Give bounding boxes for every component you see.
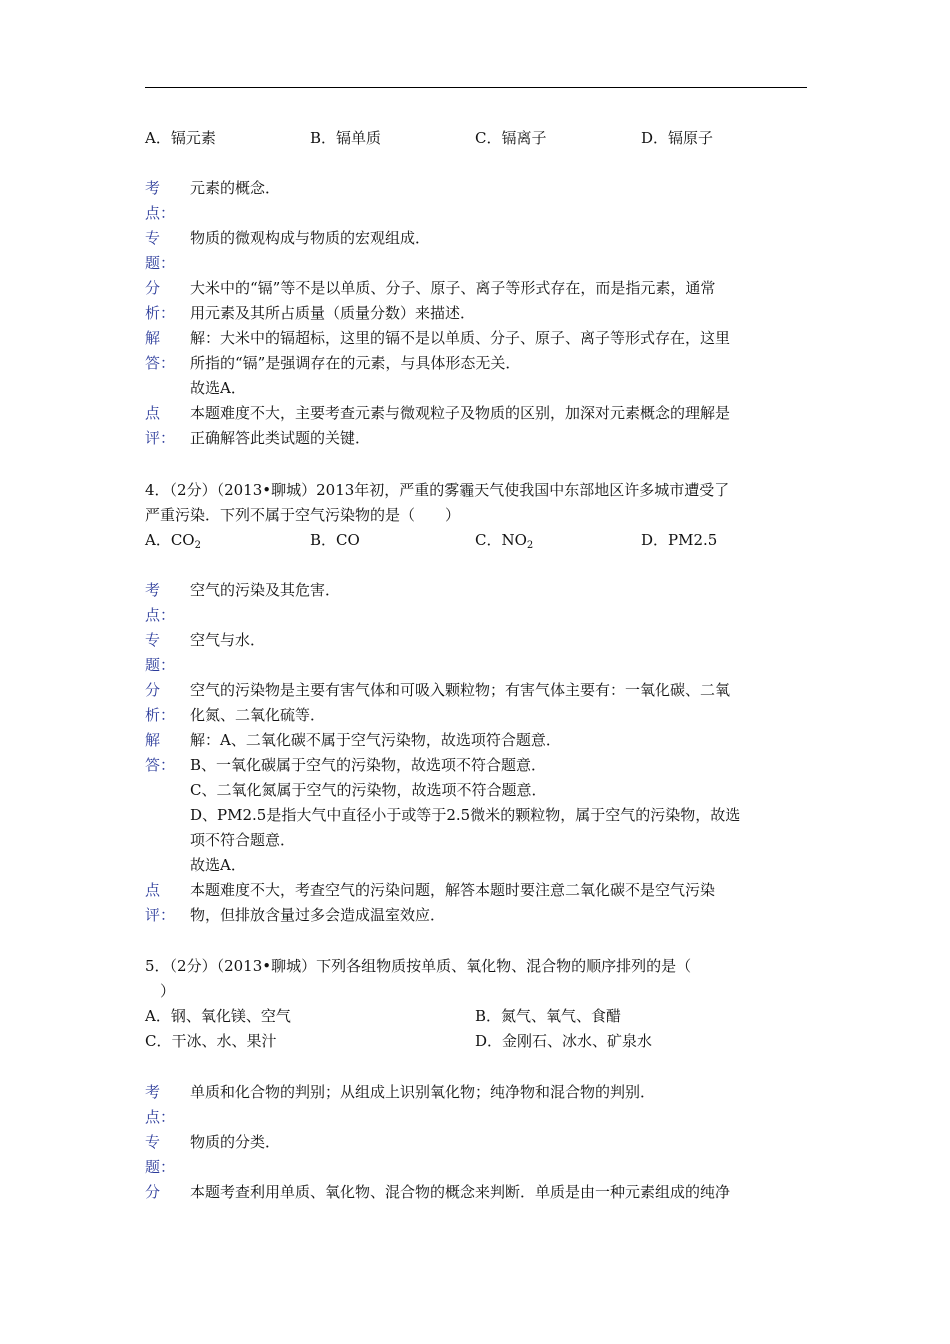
q4-option-d: D．PM2.5: [641, 531, 718, 549]
q5-zhuanti-text: 物质的分类．: [190, 1133, 281, 1151]
q3-option-c: C．镉离子: [475, 129, 547, 147]
q5-kaodian-label-2: 点：: [145, 1108, 176, 1126]
q4-option-c: [475, 528, 533, 553]
q3-kaodian-label-2: 点：: [145, 204, 176, 222]
q3-fenxi-line: 大米中的“镉”等不是以单质、分子、原子、离子等形式存在，而是指元素，通常: [190, 279, 716, 297]
header-rule: [145, 87, 807, 88]
q3-dianping-line: 正确解答此类试题的关键．: [190, 429, 371, 447]
q3-dianping-label-2: 评：: [145, 429, 176, 447]
q3-kaodian-text: 元素的概念．: [190, 179, 281, 197]
q4-dianping-label-1: 点: [145, 881, 161, 899]
q4-option-a-subscript: 2: [194, 540, 201, 551]
q3-zhuanti-label-2: 题：: [145, 254, 176, 272]
q4-jieda-label-1: 解: [145, 731, 161, 749]
q5-option-d: D．金刚石、冰水、矿泉水: [475, 1032, 653, 1050]
q3-jieda-label-1: 解: [145, 329, 161, 347]
q3-fenxi-label-2: 析：: [145, 304, 176, 322]
q4-kaodian-label-2: 点：: [145, 606, 176, 624]
q5-option-a: A．钢、氧化镁、空气: [145, 1007, 291, 1025]
q4-jieda-line: 项不符合题意．: [190, 831, 296, 849]
q4-jieda-label-2: 答：: [145, 756, 176, 774]
q4-option-a-text: A．CO: [145, 531, 195, 549]
q4-fenxi-line: 化氮、二氧化硫等．: [190, 706, 326, 724]
q5-zhuanti-label-1: 专: [145, 1133, 161, 1151]
q4-fenxi-label-1: 分: [145, 681, 161, 699]
q3-fenxi-line: 用元素及其所占质量（质量分数）来描述．: [190, 304, 476, 322]
q5-option-c: C．干冰、水、果汁: [145, 1032, 277, 1050]
q4-jieda-line: C、二氧化氮属于空气的污染物，故选项不符合题意．: [190, 781, 547, 799]
q4-jieda-line: 解：A、二氧化碳不属于空气污染物，故选项符合题意．: [190, 731, 561, 749]
q3-option-a: A．镉元素: [145, 129, 216, 147]
q4-option-b: B．CO: [310, 531, 360, 549]
q3-jieda-line: 解：大米中的镉超标，这里的镉不是以单质、分子、原子、离子等形式存在，这里: [190, 329, 731, 347]
q4-kaodian-label-1: 考: [145, 581, 161, 599]
q4-option-a: [145, 528, 201, 553]
q5-option-b: B．氮气、氧气、食醋: [475, 1007, 622, 1025]
q3-zhuanti-text: 物质的微观构成与物质的宏观组成．: [190, 229, 431, 247]
q4-zhuanti-text: 空气与水．: [190, 631, 266, 649]
q4-jieda-line: D、PM2.5是指大气中直径小于或等于2.5微米的颗粒物，属于空气的污染物，故选: [190, 806, 741, 824]
q4-jieda-line: 故选A．: [190, 856, 246, 874]
q5-kaodian-text: 单质和化合物的判别；从组成上识别氧化物；纯净物和混合物的判别．: [190, 1083, 656, 1101]
q5-fenxi-line: 本题考查利用单质、氧化物、混合物的概念来判断．单质是由一种元素组成的纯净: [190, 1183, 731, 1201]
q4-fenxi-label-2: 析：: [145, 706, 176, 724]
q5-kaodian-label-1: 考: [145, 1083, 161, 1101]
q4-fenxi-line: 空气的污染物是主要有害气体和可吸入颗粒物；有害气体主要有：一氧化碳、二氧: [190, 681, 731, 699]
q4-stem-line: 严重污染．下列不属于空气污染物的是（ ）: [145, 506, 461, 524]
q5-fenxi-label-1: 分: [145, 1183, 161, 1201]
q4-dianping-label-2: 评：: [145, 906, 176, 924]
q3-fenxi-label-1: 分: [145, 279, 161, 297]
q4-jieda-line: B、一氧化碳属于空气的污染物，故选项不符合题意．: [190, 756, 547, 774]
q4-zhuanti-label-1: 专: [145, 631, 161, 649]
q4-option-c-subscript: 2: [526, 540, 534, 551]
q4-kaodian-text: 空气的污染及其危害．: [190, 581, 341, 599]
q3-dianping-label-1: 点: [145, 404, 161, 422]
q3-dianping-line: 本题难度不大，主要考查元素与微观粒子及物质的区别，加深对元素概念的理解是: [190, 404, 731, 422]
q5-zhuanti-label-2: 题：: [145, 1158, 176, 1176]
q3-kaodian-label-1: 考: [145, 179, 161, 197]
q5-stem-line: ）: [145, 982, 176, 1000]
q4-dianping-line: 本题难度不大，考查空气的污染问题，解答本题时要注意二氧化碳不是空气污染: [190, 881, 716, 899]
q3-jieda-line: 故选A．: [190, 379, 246, 397]
q4-stem-line: 4．（2分）（2013•聊城）2013年初，严重的雾霾天气使我国中东部地区许多城市遭受了: [145, 481, 730, 499]
q3-jieda-line: 所指的“镉”是强调存在的元素，与具体形态无关．: [190, 354, 521, 372]
q3-option-d: D．镉原子: [641, 129, 714, 147]
q3-option-b: B．镉单质: [310, 129, 382, 147]
q5-stem-line: 5．（2分）（2013•聊城）下列各组物质按单质、氧化物、混合物的顺序排列的是（: [145, 957, 692, 975]
q3-zhuanti-label-1: 专: [145, 229, 161, 247]
q3-jieda-label-2: 答：: [145, 354, 176, 372]
q4-dianping-line: 物，但排放含量过多会造成温室效应．: [190, 906, 446, 924]
q4-option-c-text: C．NO: [475, 531, 527, 549]
q4-zhuanti-label-2: 题：: [145, 656, 176, 674]
